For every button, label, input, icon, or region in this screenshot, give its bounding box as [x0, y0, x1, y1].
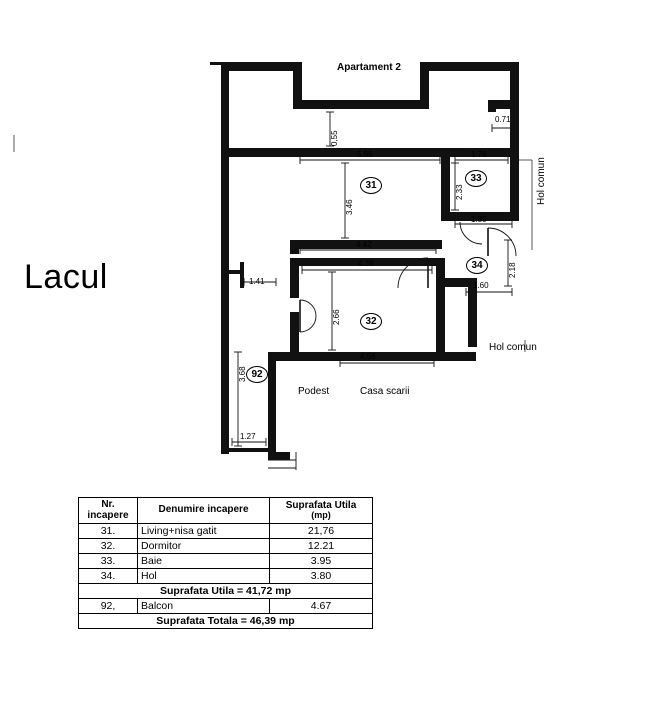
row-nr: 34.	[79, 569, 138, 584]
table-header-row	[79, 498, 373, 524]
table-row	[79, 524, 373, 539]
header-name: Denumire incapere	[138, 498, 270, 524]
balcony-name: Balcon	[138, 599, 270, 614]
dim-0-71: 0.71	[495, 115, 511, 124]
row-area: 12.21	[270, 539, 373, 554]
page-title: Lacul	[24, 258, 108, 296]
dim-2-18: 2.18	[508, 262, 517, 278]
header-nr-line1: Nr.	[101, 499, 115, 510]
areas-table	[78, 497, 373, 629]
header-nr	[79, 498, 138, 524]
subtotal-text: Suprafata Utila = 41,72 mp	[79, 584, 373, 599]
dim-4-42: 4.42	[356, 240, 372, 249]
balcony-area: 4.67	[270, 599, 373, 614]
row-area: 21,76	[270, 524, 373, 539]
dim-1-60: 1.60	[473, 281, 489, 290]
header-area	[270, 498, 373, 524]
row-nr: 33.	[79, 554, 138, 569]
podest-label: Podest	[298, 386, 330, 397]
dim-0-55: 0,55	[330, 130, 339, 146]
room-number-32: 32	[360, 313, 382, 330]
dim-5-86: 5.86	[357, 150, 373, 159]
subtotal-row	[79, 584, 373, 599]
dim-4-58: 4.58	[360, 352, 376, 361]
row-area: 3.80	[270, 569, 373, 584]
dim-3-68: 3.68	[238, 366, 247, 382]
room-number-31: 31	[360, 177, 382, 194]
row-name: Hol	[138, 569, 270, 584]
dim-1-41: 1.41	[249, 277, 265, 286]
casa-scarii-label: Casa scarii	[360, 386, 410, 397]
table-row	[79, 569, 373, 584]
dim-1-76: 1.76	[471, 150, 487, 159]
dim-1-85: 1.85	[471, 215, 487, 224]
dim-2-33: 2.33	[455, 184, 464, 200]
row-nr: 32.	[79, 539, 138, 554]
table-row	[79, 539, 373, 554]
row-name: Baie	[138, 554, 270, 569]
total-row	[79, 614, 373, 629]
table-row	[79, 554, 373, 569]
balcony-nr: 92,	[79, 599, 138, 614]
room-number-33: 33	[465, 170, 487, 187]
row-name: Dormitor	[138, 539, 270, 554]
areas-table-container	[78, 497, 373, 629]
dim-3-46: 3.46	[345, 199, 354, 215]
hol-comun-right-label: Hol comun	[536, 157, 547, 205]
apartment-label: Apartament 2	[337, 62, 401, 73]
dim-2-66: 2.66	[332, 309, 341, 325]
row-name: Living+nisa gatit	[138, 524, 270, 539]
row-nr: 31.	[79, 524, 138, 539]
room-number-34: 34	[466, 257, 488, 274]
total-text: Suprafata Totala = 46,39 mp	[79, 614, 373, 629]
balcony-row	[79, 599, 373, 614]
room-number-92: 92	[246, 366, 268, 383]
header-area-line1: Suprafata Utila	[285, 499, 357, 511]
dim-1-27: 1.27	[240, 432, 256, 441]
dim-4-39: 4.39	[358, 259, 374, 268]
header-area-line2: (mp)	[311, 510, 331, 521]
hol-comun-bottom-label: Hol comun	[489, 342, 537, 353]
header-nr-line2: incapere	[87, 509, 129, 521]
row-area: 3.95	[270, 554, 373, 569]
